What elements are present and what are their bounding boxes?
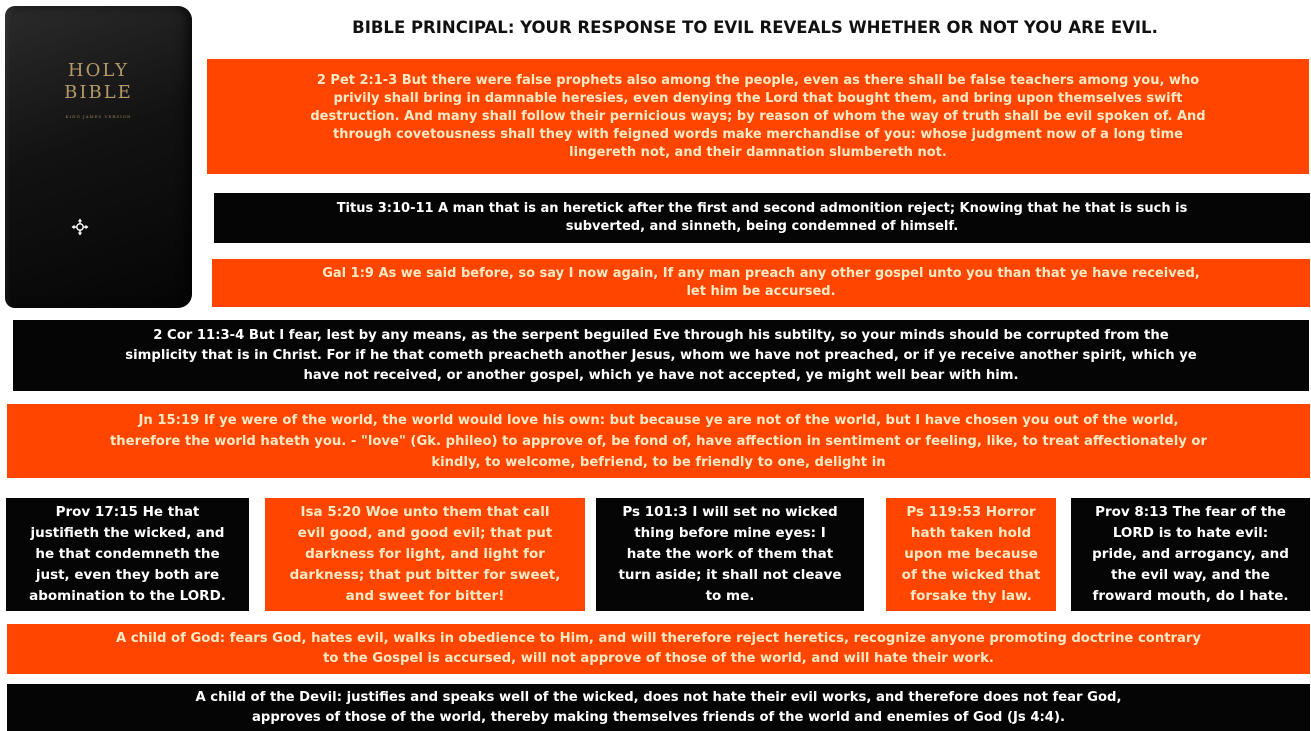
move-cursor-icon[interactable] [71,218,89,236]
verse-line: of the wicked that [901,567,1041,583]
verse-line: through covetousness shall they with feigned words make merchandise of you: whose judgment now of a long time [333,126,1183,142]
verse-line: darkness; that put bitter for sweet, [289,567,561,583]
verse-line: 2 Pet 2:1-3 But there were false prophets also among the people, even as there shall be false teachers among you, who [316,72,1200,88]
verse-line: abomination to the LORD. [29,588,226,604]
bible-title: HOLY BIBLE [64,60,133,103]
bible-subtitle: KING JAMES VERSION [65,114,132,119]
verse-line: A child of God: fears God, hates evil, walks in obedience to Him, and will therefore reject heretics, recognize anyone promoting doctrine contrary [115,631,1202,646]
verse-line: to me. [705,588,755,604]
page-heading: BIBLE PRINCIPAL: YOUR RESPONSE TO EVIL REVEALS WHETHER OR NOT YOU ARE EVIL. [352,18,1158,37]
verse-jn [7,404,1310,478]
verse-isa [265,498,585,611]
verse-text [125,326,1196,386]
verse-prov17 [6,498,249,611]
verse-prov8 [1071,498,1310,611]
verse-line: Ps 119:53 Horror [906,504,1036,520]
verse-text [116,629,1201,669]
verse-text [110,410,1207,473]
verse-line: to the Gospel is accursed, will not approve of those of the world, and will hate their work. [323,651,994,666]
verse-gal [212,259,1310,307]
verse-line: Ps 101:3 I will set no wicked [622,504,838,520]
verse-line: Jn 15:19 If ye were of the world, the world would love his own: but because ye are not of the world, but I have chosen you out of the world, [138,412,1179,428]
verse-line: lingereth not, and their damnation slumbereth not. [569,144,947,160]
verse-line: Isa 5:20 Woe unto them that call [300,504,550,520]
verse-line: forsake thy law. [910,588,1032,604]
verse-line: therefore the world hateth you. - "love" (Gk. phileo) to approve of, be fond of, have affection in sentiment or feeling, like, to treat affectionately or [109,433,1207,449]
child-of-god-summary [7,624,1310,674]
verse-line: hath taken hold [910,525,1032,541]
verse-line: the evil way, and the [1111,567,1270,583]
verse-line: approves of those of the world, thereby making themselves friends of the world and enemies of God (Js 4:4). [252,709,1065,725]
verse-line: Gal 1:9 As we said before, so say I now again, If any man preach any other gospel unto you than that ye have received, [322,266,1200,281]
verse-text [310,72,1205,162]
verse-line: Prov 17:15 He that [55,504,200,520]
verse-line: simplicity that is in Christ. For if he that cometh preacheth another Jesus, whom we have not preached, or if ye receive another spirit, which ye [125,347,1197,363]
verse-ps119 [886,498,1056,611]
verse-line: just, even they both are [35,567,220,583]
verse-text [1092,502,1289,607]
verse-line: justifieth the wicked, and [30,525,225,541]
verse-line: LORD is to hate evil: [1112,525,1269,541]
verse-line: pride, and arrogancy, and [1092,546,1289,562]
verse-line: privily shall bring in damnable heresies, even denying the Lord that bought them, and bring upon themselves swift [333,90,1183,106]
child-of-devil-summary [7,684,1310,731]
verse-line: subverted, and sinneth, being condemned of himself. [565,219,959,234]
verse-titus [214,193,1310,243]
verse-line: Prov 8:13 The fear of the [1095,504,1286,520]
verse-line: A child of the Devil: justifies and speaks well of the wicked, does not hate their evil works, and therefore does not fear God, [195,689,1122,705]
verse-line: evil good, and good evil; that put [297,525,553,541]
verse-line: have not received, or another gospel, which ye have not accepted, ye might well bear with him. [303,367,1019,383]
verse-line: darkness for light, and light for [305,546,545,562]
verse-line: kindly, to welcome, befriend, to be friendly to one, delight in [431,454,886,470]
verse-line: Titus 3:10-11 A man that is an heretick after the first and second admonition reject; Knowing that he that is such is [336,201,1188,216]
verse-text [195,688,1121,728]
verse-line: he that condemneth the [35,546,220,562]
verse-text [902,502,1041,607]
verse-line: upon me because [904,546,1038,562]
verse-line: froward mouth, do I hate. [1092,588,1289,604]
verse-2cor [13,320,1309,391]
verse-line: destruction. And many shall follow their pernicious ways; by reason of whom the way of truth shall be evil spoken of. And [310,108,1206,124]
verse-text [322,265,1200,301]
verse-line: 2 Cor 11:3-4 But I fear, lest by any means, as the serpent beguiled Eve through his subtilty, so your minds should be corrupted from the [153,327,1169,343]
verse-2pet [207,59,1309,174]
verse-line: and sweet for bitter! [345,588,505,604]
verse-text [290,502,561,607]
verse-line: hate the work of them that [626,546,834,562]
verse-text [618,502,841,607]
verse-line: let him be accursed. [686,284,836,299]
verse-text [29,502,226,607]
verse-line: thing before mine eyes: I [634,525,826,541]
verse-ps101 [596,498,864,611]
bible-image [5,6,192,308]
verse-line: turn aside; it shall not cleave [618,567,842,583]
verse-text [337,200,1188,236]
